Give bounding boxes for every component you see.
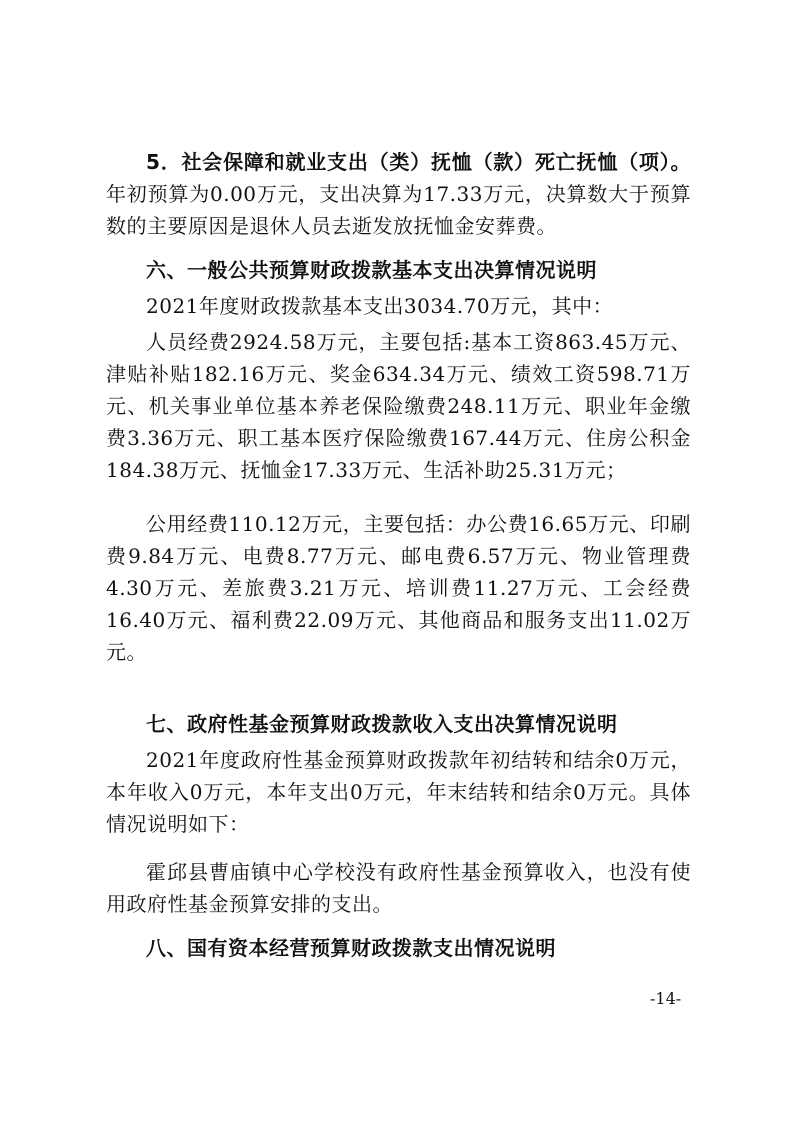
paragraph-fund-budget: 2021年度政府性基金预算财政拨款年初结转和结余0万元，本年收入0万元，本年支出0万元，年末结转和结余0万元。具体情况说明如下： bbox=[106, 748, 691, 836]
section-heading-6: 六、一般公共预算财政拨款基本支出决算情况说明 bbox=[146, 258, 597, 282]
page-number: -14- bbox=[650, 989, 682, 1008]
paragraph-body: 年初预算为0.00万元，支出决算为17.33万元，决算数大于预算数的主要原因是退休人员去逝发放抚恤金安葬费。 bbox=[106, 182, 691, 238]
paragraph-social-security bbox=[106, 146, 691, 242]
section-heading-7: 七、政府性基金预算财政拨款收入支出决算情况说明 bbox=[146, 712, 618, 736]
paragraph-basic-expenditure: 2021年度财政拨款基本支出3034.70万元，其中： bbox=[146, 294, 614, 318]
paragraph-lead-bold: 5．社会保障和就业支出（类）抚恤（款）死亡抚恤（项）。 bbox=[146, 150, 691, 174]
paragraph-personnel-costs: 人员经费2924.58万元，主要包括:基本工资863.45万元、津贴补贴182.16万元、奖金634.34万元、绩效工资598.71万元、机关事业单位基本养老保险缴费248.11万元、职业年金缴费3.36万元、职工基本医疗保险缴费167.44万元、住房公积金184.38万元、抚恤金17.33万元、生活补助25.31万元； bbox=[106, 330, 691, 482]
paragraph-public-costs: 公用经费110.12万元，主要包括：办公费16.65万元、印刷费9.84万元、电费8.77万元、邮电费6.57万元、物业管理费4.30万元、差旅费3.21万元、培训费11.27万元、工会经费16.40万元、福利费22.09万元、其他商品和服务支出11.02万元。 bbox=[106, 512, 691, 664]
paragraph-fund-note: 霍邱县曹庙镇中心学校没有政府性基金预算收入，也没有使用政府性基金预算安排的支出。 bbox=[106, 860, 691, 916]
section-heading-8: 八、国有资本经营预算财政拨款支出情况说明 bbox=[146, 936, 556, 960]
